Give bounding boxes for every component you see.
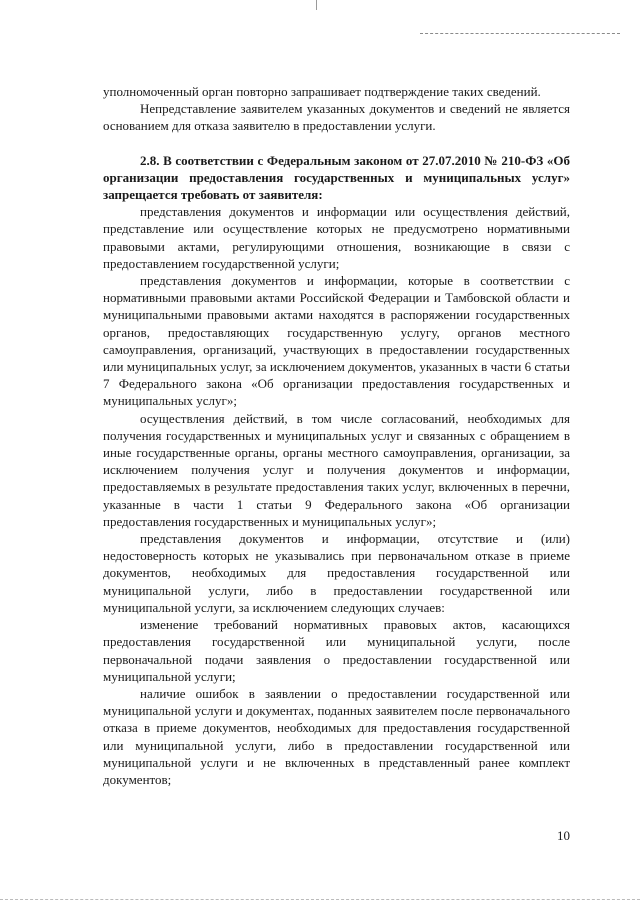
paragraph-item-4: представления документов и информации, отсутствие и (или) недостоверность которых не указывались при первоначальном отказе в приеме документов, необходимых для предоставления государственной или муниципальной услуги, либо в предоставлении государственной или муниципальной услуги, за исключением следующих случаев: [103, 531, 570, 615]
paragraph-item-2: представления документов и информации, которые в соответствии с нормативными правовыми актами Российской Федерации и Тамбовской области и муниципальными правовыми актами находятся в распоряжении государственных органов, предоставляющих государственную услугу, органов местного самоуправления, организаций, участвующих в предоставлении государственных или муниципальных услуг, за исключением документов, указанных в части 6 статьи 7 Федерального закона «Об организации предоставления государственных и муниципальных услуг»; [103, 273, 570, 409]
paragraph-case-2: наличие ошибок в заявлении о предоставлении государственной или муниципальной услуги и документах, поданных заявителем после первоначального отказа в приеме документов, необходимых для предоставления государственной или муниципальной услуги, либо в предоставлении государственной или муниципальной услуги и не включенных в представленный ранее комплект документов; [103, 685, 570, 787]
scan-artifact-dashes [420, 33, 620, 34]
paragraph-item-3: осуществления действий, в том числе согласований, необходимых для получения государственных и муниципальных услуг и связанных с обращением в иные государственные органы, органы местного самоуправления, организации, за исключением получения услуг и получения документов и информации, предоставляемых в результате предоставления таких услуг, включенных в перечни, указанные в части 1 статьи 9 Федерального закона «Об организации предоставления государственных и муниципальных услуг»; [103, 410, 570, 529]
paragraph-case-1: изменение требований нормативных правовых актов, касающихся предоставления государственной или муниципальной услуги, после первоначальной подачи заявления о предоставлении государственной или муниципальной услуги; [103, 617, 570, 684]
paragraph-item-1: представления документов и информации или осуществления действий, представление или осуществление которых не предусмотрено нормативными правовыми актами, регулирующими отношения, возникающие в связи с предоставлением государственной услуги; [103, 204, 570, 271]
paragraph-non-submission: Непредставление заявителем указанных документов и сведений не является основанием для отказа заявителю в предоставлении услуги. [103, 101, 570, 134]
section-heading-2-8: 2.8. В соответствии с Федеральным законом от 27.07.2010 № 210-ФЗ «Об организации предоставления государственных и муниципальных услуг» запрещается требовать от заявителя: [103, 152, 570, 203]
scan-artifact-top [316, 0, 317, 10]
paragraph-continuation: уполномоченный орган повторно запрашивает подтверждение таких сведений. [103, 84, 541, 99]
document-body [103, 83, 570, 788]
scan-artifact-bottom [0, 899, 640, 900]
page-number: 10 [557, 828, 570, 843]
